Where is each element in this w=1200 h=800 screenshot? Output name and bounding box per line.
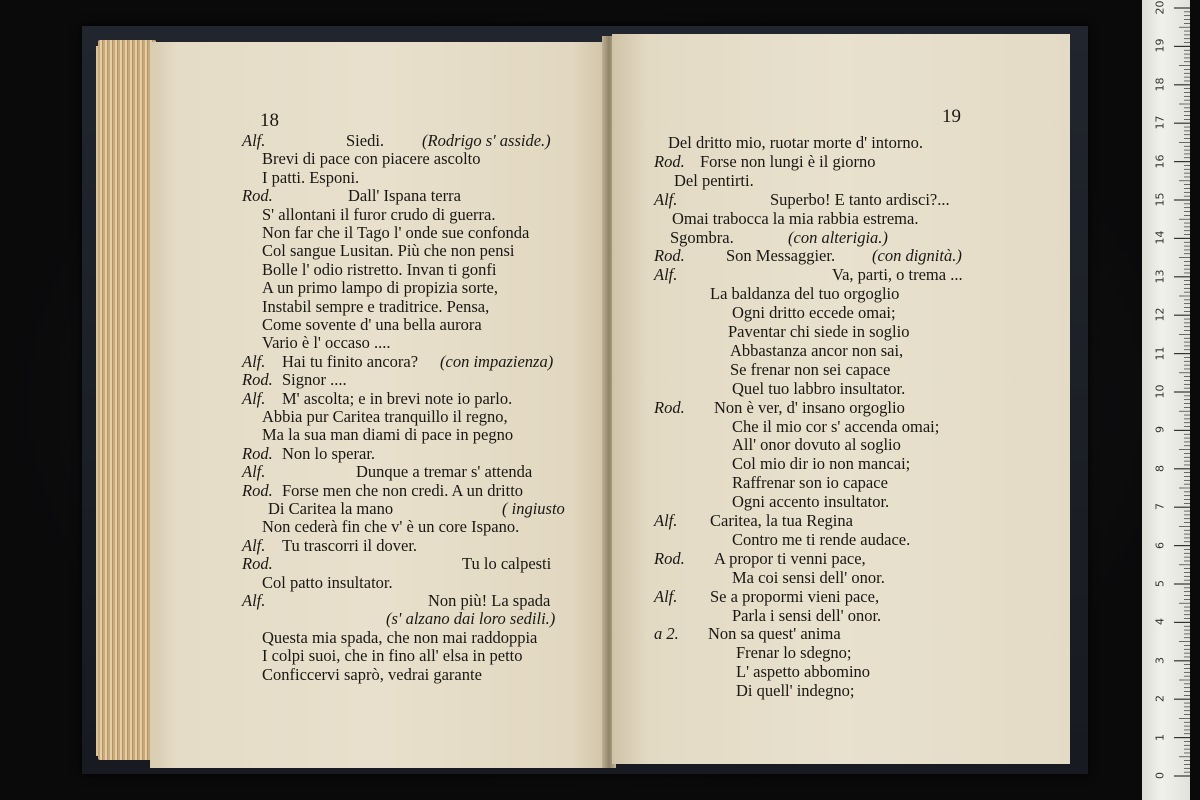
verse-line: Di quell' indegno; xyxy=(736,681,855,701)
verse-line: Paventar chi siede in soglio xyxy=(728,322,910,341)
verse-line: Tu lo calpesti xyxy=(462,554,552,574)
speaker-label: Alf. xyxy=(242,388,266,408)
verse-line: Brevi di pace con piacere ascolto xyxy=(262,149,481,169)
verse-line: Abbia pur Caritea tranquillo il regno, xyxy=(262,407,508,426)
verse-line: Ogni accento insultator. xyxy=(732,492,890,512)
ruler-label: 6 xyxy=(1153,541,1167,549)
measuring-ruler xyxy=(1142,0,1190,800)
speaker-label: Alf. xyxy=(654,265,678,285)
ruler-label: 5 xyxy=(1153,580,1167,587)
verse-line: Frenar lo sdegno; xyxy=(736,643,852,663)
left-page xyxy=(150,42,608,768)
ruler-label: 2 xyxy=(1153,695,1167,703)
speaker-label: Rod. xyxy=(242,554,273,574)
verse-line: L' aspetto abbomino xyxy=(736,662,871,682)
verse-line: All' onor dovuto al soglio xyxy=(732,435,901,455)
speaker-label: Alf. xyxy=(242,351,266,371)
verse-line: Hai tu finito ancora? xyxy=(282,351,419,371)
ruler-label: 3 xyxy=(1153,656,1167,664)
page-edges-stack xyxy=(98,40,156,760)
verse-line: Che il mio cor s' accenda omai; xyxy=(732,416,940,436)
verse-line: Tu trascorri il dover. xyxy=(282,535,418,555)
speaker-label: a 2. xyxy=(654,624,679,644)
stage-direction: (con dignità.) xyxy=(872,246,962,266)
verse-line: Del dritto mio, ruotar morte d' intorno. xyxy=(668,133,924,152)
speaker-label: Alf. xyxy=(654,189,678,209)
verse-line: Forse men che non credi. A un dritto xyxy=(282,480,524,500)
stage-direction: (con impazienza) xyxy=(440,351,554,371)
speaker-label: Rod. xyxy=(242,370,273,390)
verse-line: Sgombra. xyxy=(670,227,734,247)
verse-line: Contro me ti rende audace. xyxy=(732,529,911,549)
ruler-label: 12 xyxy=(1153,307,1167,322)
verse-line: A propor ti venni pace, xyxy=(714,548,866,568)
verse-line: Non far che il Tago l' onde sue confonda xyxy=(262,223,530,242)
verse-line: Dunque a tremar s' attenda xyxy=(356,462,533,482)
speaker-label: Rod. xyxy=(242,186,273,206)
verse-line: Col mio dir io non mancai; xyxy=(732,454,911,474)
ruler-label: 15 xyxy=(1153,192,1167,207)
ruler-label: 11 xyxy=(1153,346,1167,361)
ruler-label: 9 xyxy=(1153,426,1167,434)
verse-line: Ogni dritto eccede omai; xyxy=(732,303,896,323)
verse-line: Parla i sensi dell' onor. xyxy=(732,605,882,625)
verse-line: Di Caritea la mano xyxy=(268,499,394,518)
ruler-label: 4 xyxy=(1153,618,1167,626)
verse-line: Se a propormi vieni pace, xyxy=(710,586,880,606)
verse-line: Non sa quest' anima xyxy=(708,624,841,644)
speaker-label: Rod. xyxy=(654,397,685,417)
verse-line: Vario è l' occaso .... xyxy=(262,333,391,353)
verse-line: Col sangue Lusitan. Più che non pensi xyxy=(262,241,515,261)
verse-line: Come sovente d' una bella aurora xyxy=(262,315,482,334)
verse-line: I patti. Esponi. xyxy=(262,167,360,187)
speaker-label: Alf. xyxy=(654,511,678,530)
verse-line: Forse non lungi è il giorno xyxy=(700,151,876,171)
ruler-label: 16 xyxy=(1153,154,1167,169)
ruler-label: 7 xyxy=(1153,503,1167,511)
ruler-label: 20 xyxy=(1153,0,1167,15)
speaker-label: Alf. xyxy=(242,462,266,482)
ruler-label: 0 xyxy=(1153,772,1167,779)
speaker-label: Rod. xyxy=(654,151,685,171)
page-number-right: 19 xyxy=(942,106,961,127)
verse-line: Del pentirti. xyxy=(674,170,754,190)
ruler-label: 13 xyxy=(1153,269,1167,284)
ruler-label: 10 xyxy=(1153,384,1167,399)
verse-line: Quel tuo labbro insultator. xyxy=(732,378,906,398)
verse-line: Raffrenar son io capace xyxy=(732,473,888,493)
verse-line: Non più! La spada xyxy=(428,591,551,610)
ruler-label: 1 xyxy=(1153,733,1167,741)
ruler-label: 17 xyxy=(1153,115,1167,130)
verse-line: Caritea, la tua Regina xyxy=(710,511,853,530)
verse-line: Non cederà fin che v' è un core Ispano. xyxy=(262,517,520,537)
speaker-label: Rod. xyxy=(242,443,273,463)
verse-line: S' allontani il furor crudo di guerra. xyxy=(262,204,496,224)
verse-line: M' ascolta; e in brevi note io parlo. xyxy=(282,388,513,408)
ruler-label: 14 xyxy=(1153,230,1167,245)
verse-line: Son Messaggier. xyxy=(726,246,836,266)
verse-line: Signor .... xyxy=(282,370,347,390)
speaker-label: Alf. xyxy=(242,131,266,150)
verse-line: A un primo lampo di propizia sorte, xyxy=(262,278,499,298)
verse-line: Se frenar non sei capace xyxy=(730,359,891,379)
speaker-label: Alf. xyxy=(242,535,266,555)
verse-line: Siedi. xyxy=(346,131,385,150)
verse-line: Questa mia spada, che non mai raddoppia xyxy=(262,627,538,647)
verse-line: Conficcervi saprò, vedrai garante xyxy=(262,664,482,684)
verse-line: Bolle l' odio ristretto. Invan ti gonfi xyxy=(262,259,497,279)
speaker-label: Alf. xyxy=(654,586,678,606)
speaker-label: Alf. xyxy=(242,591,266,610)
verse-line: Omai trabocca la mia rabbia estrema. xyxy=(672,208,919,228)
speaker-label: Rod. xyxy=(242,480,273,500)
verse-line: Instabil sempre e traditrice. Pensa, xyxy=(262,296,490,316)
speaker-label: Rod. xyxy=(654,246,685,266)
page-number-left: 18 xyxy=(260,110,279,131)
speaker-label: Rod. xyxy=(654,548,685,568)
ruler-label: 19 xyxy=(1153,38,1167,53)
stage-direction: ( ingiusto xyxy=(502,499,565,518)
stage-direction: (con alterigia.) xyxy=(788,227,888,247)
verse-line: Non lo sperar. xyxy=(282,443,376,463)
verse-line: Superbo! E tanto ardisci?... xyxy=(770,189,950,209)
verse-line: Dall' Ispana terra xyxy=(348,186,461,206)
verse-line: Abbastanza ancor non sai, xyxy=(730,340,904,360)
stage-direction: (Rodrigo s' asside.) xyxy=(422,131,551,150)
verse-line: Ma la sua man diami di pace in pegno xyxy=(262,425,514,445)
verse-line: Ma coi sensi dell' onor. xyxy=(732,567,885,587)
verse-line: Non è ver, d' insano orgoglio xyxy=(714,397,905,417)
verse-line: La baldanza del tuo orgoglio xyxy=(710,284,900,304)
verse-line: Va, parti, o trema ... xyxy=(832,265,963,285)
right-page xyxy=(612,34,1070,764)
stage-direction: (s' alzano dai loro sedili.) xyxy=(386,609,556,629)
verse-line: Col patto insultator. xyxy=(262,572,393,592)
verse-line: I colpi suoi, che in fino all' elsa in petto xyxy=(262,646,523,666)
ruler-label: 8 xyxy=(1153,464,1167,472)
ruler-label: 18 xyxy=(1153,77,1167,92)
